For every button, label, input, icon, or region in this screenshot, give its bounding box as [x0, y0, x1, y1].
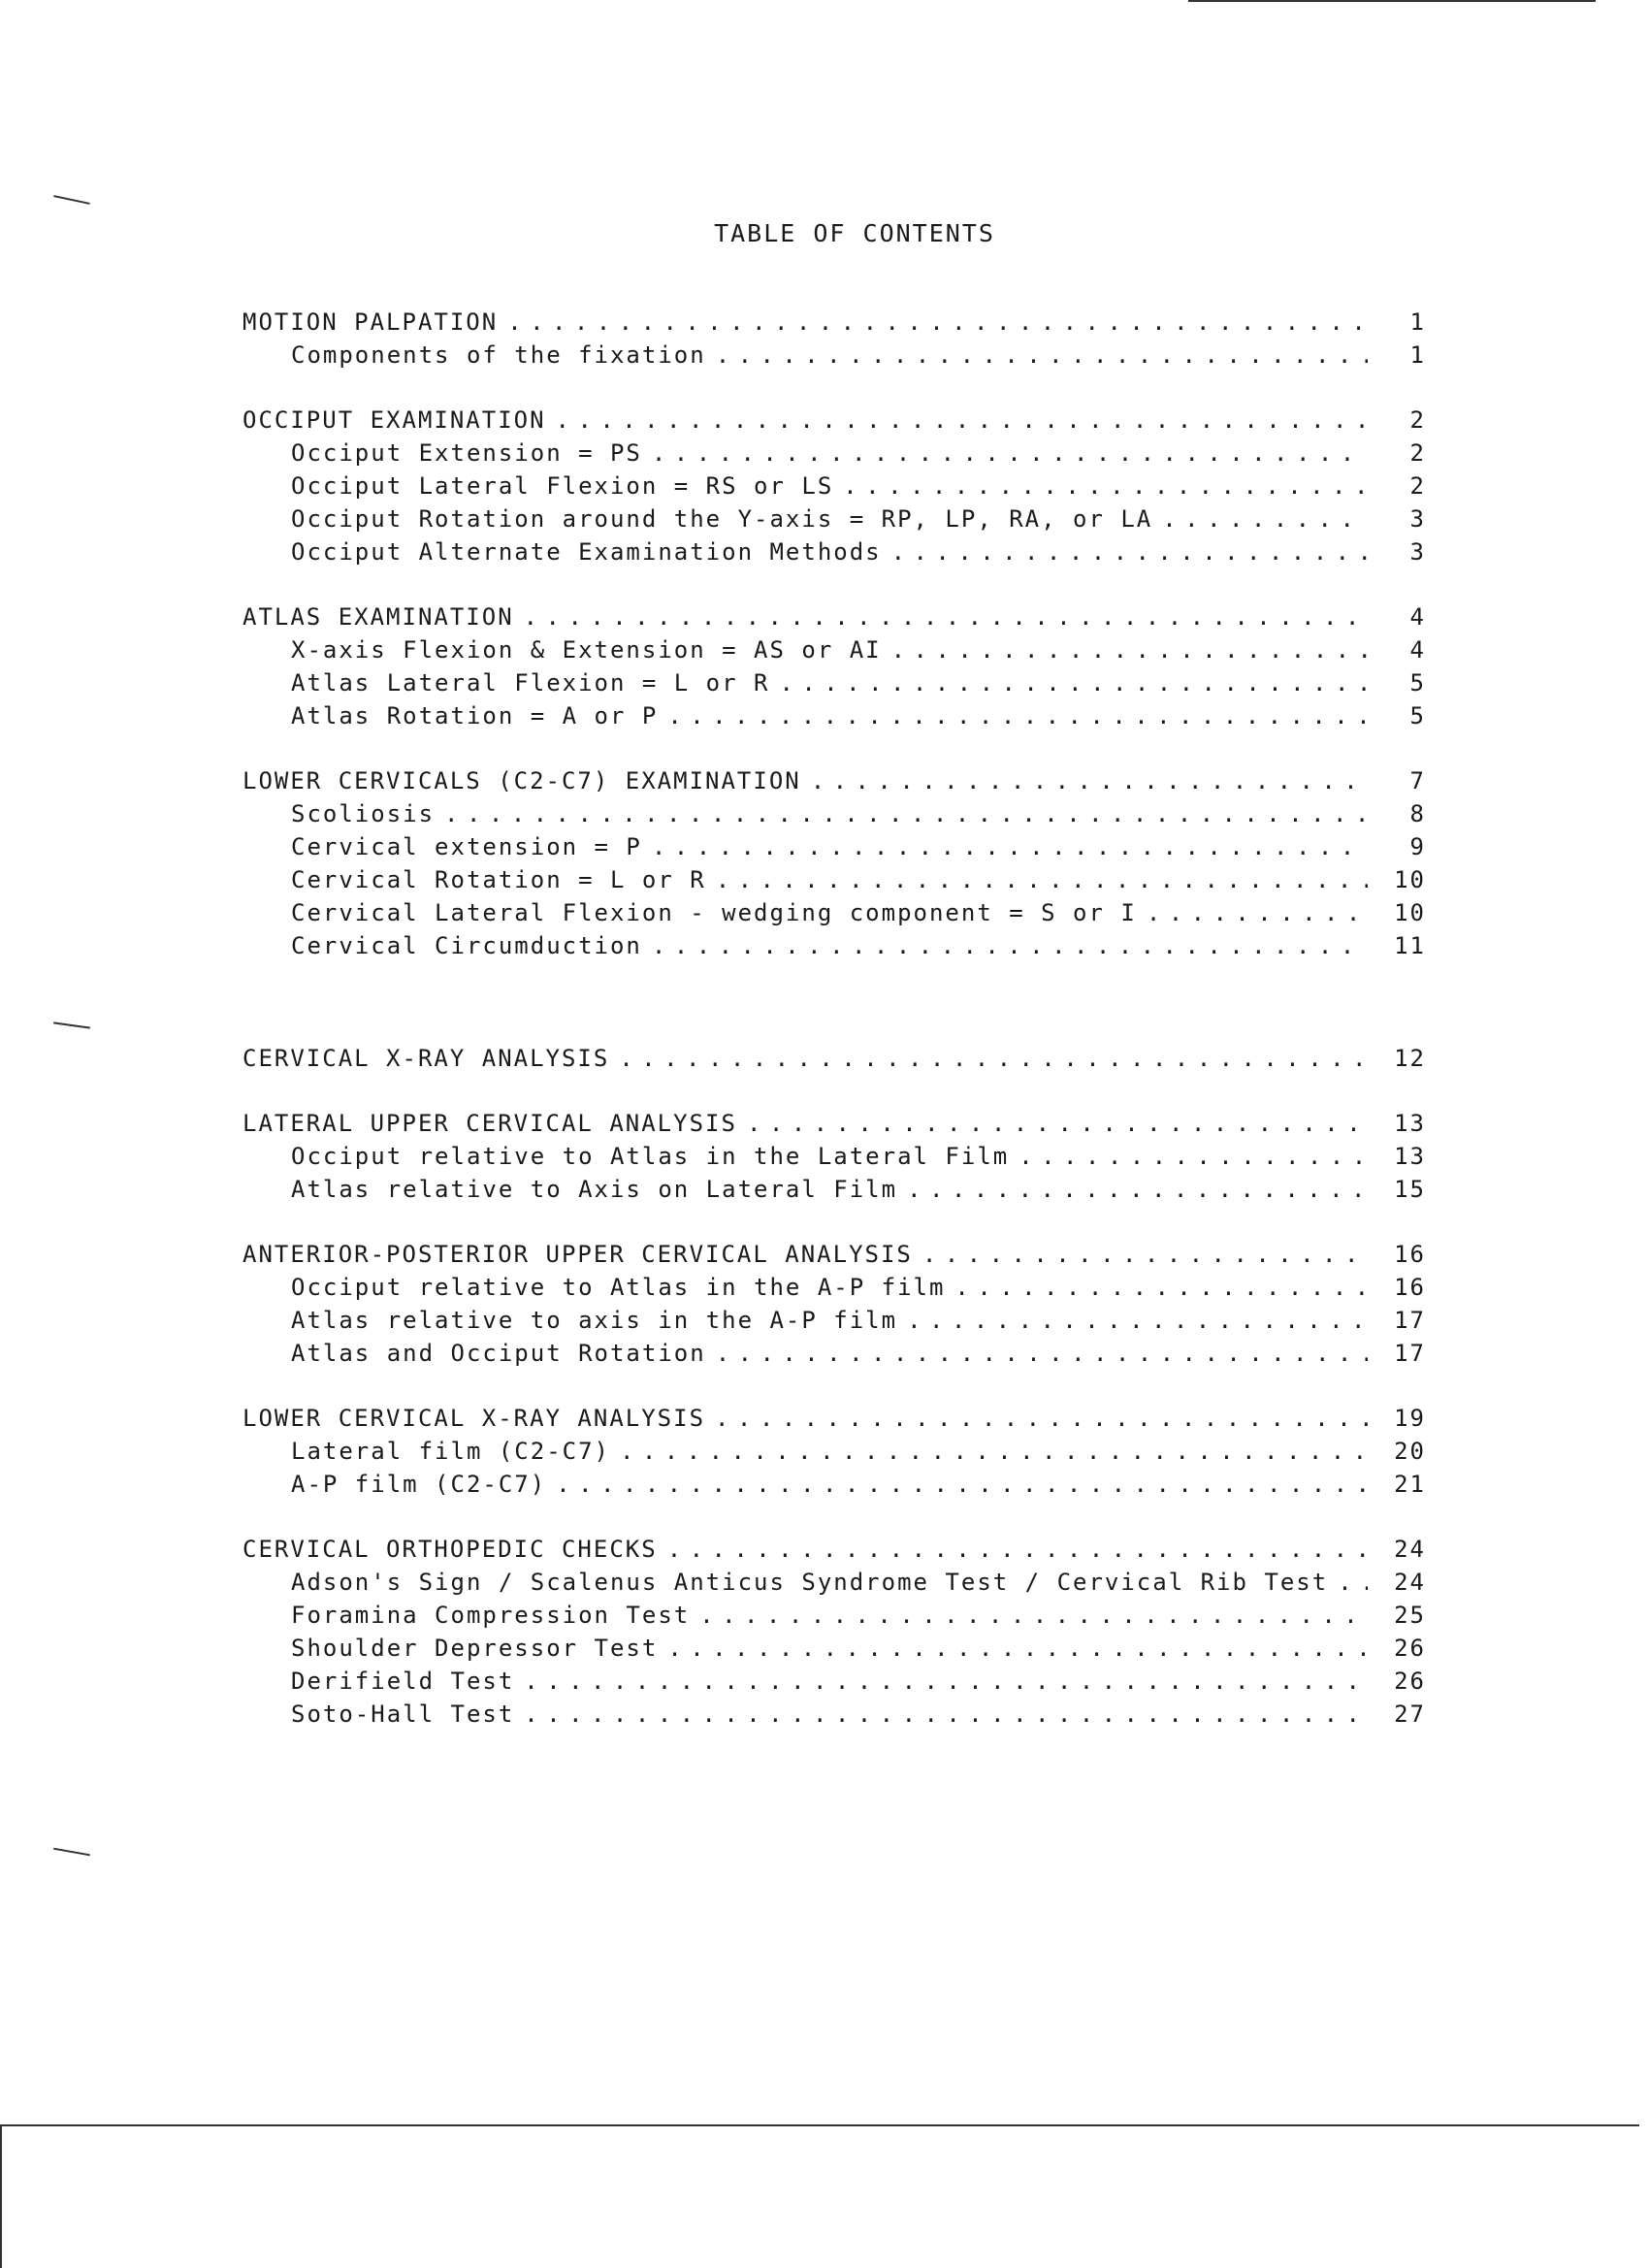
page-number: 26	[1394, 1668, 1426, 1695]
page-number: 13	[1394, 1110, 1426, 1137]
page-number: 12	[1394, 1045, 1426, 1072]
toc-item: Occiput Extension = PS . . . 2	[242, 439, 1426, 472]
toc-item: Derifield Test . . . 26	[242, 1668, 1426, 1701]
page-number: 10	[1394, 866, 1426, 893]
page-number: 27	[1394, 1701, 1426, 1728]
toc-section	[242, 1110, 1426, 1209]
page-title: TABLE OF CONTENTS	[714, 219, 995, 247]
toc-item: Occiput Alternate Examination Methods . . . 3	[242, 538, 1426, 571]
toc-section	[242, 767, 1426, 965]
toc-item: Occiput relative to Atlas in the Lateral Film . . . 13	[242, 1143, 1426, 1176]
toc-section	[242, 1536, 1426, 1733]
toc-item: Shoulder Depressor Test . . . 26	[242, 1635, 1426, 1668]
toc-heading: ATLAS EXAMINATION . . . 4	[242, 603, 1426, 636]
toc-section	[242, 1241, 1426, 1373]
toc-item: Scoliosis . . . 8	[242, 800, 1426, 833]
page-number: 5	[1409, 702, 1426, 729]
toc-item: Atlas relative to axis in the A-P film . . . 17	[242, 1307, 1426, 1340]
toc-section	[242, 1405, 1426, 1504]
toc-item: Adson's Sign / Scalenus Anticus Syndrome Test / Cervical Rib Test . . . 24	[242, 1569, 1426, 1602]
toc-item: Occiput relative to Atlas in the A-P film . . . 16	[242, 1274, 1426, 1307]
toc-heading: OCCIPUT EXAMINATION . . . 2	[242, 406, 1426, 439]
toc-heading: CERVICAL ORTHOPEDIC CHECKS . . . 24	[242, 1536, 1426, 1569]
toc-item: Atlas and Occiput Rotation . . . 17	[242, 1340, 1426, 1373]
page-number: 10	[1394, 899, 1426, 926]
toc-section	[242, 308, 1426, 374]
toc-heading: LATERAL UPPER CERVICAL ANALYSIS . . . 13	[242, 1110, 1426, 1143]
toc-item: Foramina Compression Test . . . 25	[242, 1602, 1426, 1635]
page-number: 8	[1409, 800, 1426, 827]
page-number: 21	[1394, 1471, 1426, 1498]
page-number: 26	[1394, 1635, 1426, 1662]
page-number: 4	[1409, 603, 1426, 631]
margin-mark	[53, 195, 90, 205]
page-number: 1	[1409, 308, 1426, 336]
page-number: 3	[1409, 538, 1426, 566]
top-edge-line	[1188, 0, 1596, 2]
toc-item: Soto-Hall Test . . . 27	[242, 1701, 1426, 1733]
margin-mark	[53, 1021, 90, 1028]
page-number: 2	[1409, 406, 1426, 434]
page-number: 15	[1394, 1176, 1426, 1203]
page-number: 9	[1409, 833, 1426, 860]
page-number: 20	[1394, 1438, 1426, 1465]
toc-item: Cervical Circumduction . . . 11	[242, 932, 1426, 965]
toc-item: Cervical Lateral Flexion - wedging component = S or I . . . 10	[242, 899, 1426, 932]
toc-heading: ANTERIOR-POSTERIOR UPPER CERVICAL ANALYSIS . . . 16	[242, 1241, 1426, 1274]
page-number: 7	[1409, 767, 1426, 794]
toc-heading: LOWER CERVICAL X-RAY ANALYSIS . . . 19	[242, 1405, 1426, 1438]
toc-item: Atlas relative to Axis on Lateral Film . . . 15	[242, 1176, 1426, 1209]
bottom-left-edge	[0, 2124, 2, 2268]
toc-item: Occiput Rotation around the Y-axis = RP, LP, RA, or LA . . . 3	[242, 505, 1426, 538]
page-number: 24	[1394, 1569, 1426, 1596]
page-number: 25	[1394, 1602, 1426, 1629]
page-number: 24	[1394, 1536, 1426, 1563]
page-number: 16	[1394, 1241, 1426, 1268]
toc-section	[242, 406, 1426, 571]
toc-heading: MOTION PALPATION . . . 1	[242, 308, 1426, 341]
toc-item: Occiput Lateral Flexion = RS or LS . . . 2	[242, 472, 1426, 505]
page-number: 4	[1409, 636, 1426, 664]
page-number: 19	[1394, 1405, 1426, 1432]
page-number: 3	[1409, 505, 1426, 533]
page-number: 11	[1394, 932, 1426, 959]
bottom-edge-line	[0, 2124, 1639, 2126]
page-number: 5	[1409, 669, 1426, 697]
toc-heading: CERVICAL X-RAY ANALYSIS . . . 12	[242, 1045, 1426, 1078]
page-number: 2	[1409, 472, 1426, 500]
toc-section	[242, 603, 1426, 735]
toc-item: Lateral film (C2-C7) . . . 20	[242, 1438, 1426, 1471]
toc-heading: LOWER CERVICALS (C2-C7) EXAMINATION . . . 7	[242, 767, 1426, 800]
table-of-contents	[242, 308, 1426, 1766]
page-number: 17	[1394, 1340, 1426, 1367]
page-number: 2	[1409, 439, 1426, 467]
toc-item: X-axis Flexion & Extension = AS or AI . . . 4	[242, 636, 1426, 669]
toc-item: A-P film (C2-C7) . . . 21	[242, 1471, 1426, 1504]
page-number: 16	[1394, 1274, 1426, 1301]
toc-item: Atlas Rotation = A or P . . . 5	[242, 702, 1426, 735]
margin-mark	[53, 1848, 90, 1857]
page-number: 17	[1394, 1307, 1426, 1334]
toc-item: Components of the fixation . . . 1	[242, 341, 1426, 374]
toc-section	[242, 1045, 1426, 1078]
toc-item: Cervical Rotation = L or R . . . 10	[242, 866, 1426, 899]
page-number: 13	[1394, 1143, 1426, 1170]
toc-item: Cervical extension = P . . . 9	[242, 833, 1426, 866]
page-number: 1	[1409, 341, 1426, 369]
toc-item: Atlas Lateral Flexion = L or R . . . 5	[242, 669, 1426, 702]
